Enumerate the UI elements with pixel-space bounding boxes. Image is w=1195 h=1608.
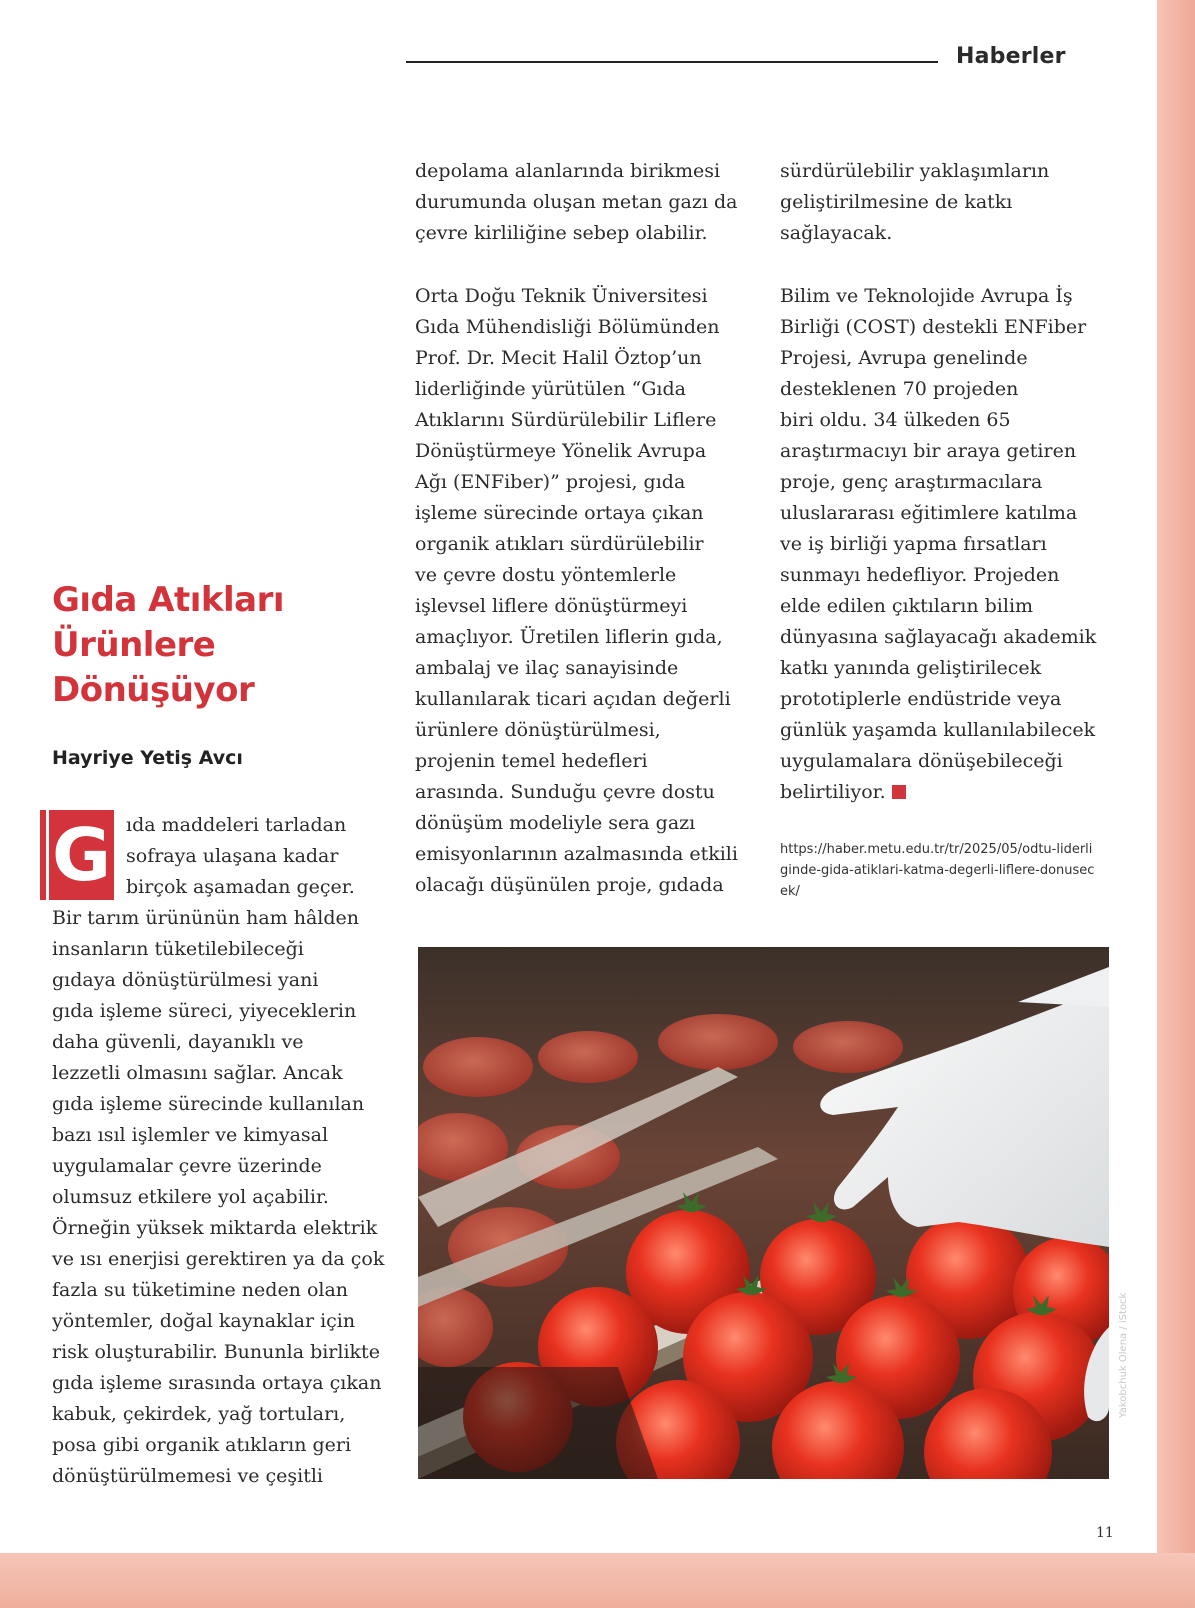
text-line: olacağı düşünülen proje, gıdada bbox=[415, 874, 724, 896]
text-line: liderliğinde yürütülen “Gıda bbox=[415, 378, 686, 400]
text-line: yöntemler, doğal kaynaklar için bbox=[52, 1310, 356, 1332]
text-line: posa gibi organik atıkların geri bbox=[52, 1434, 352, 1456]
text-line: dünyasına sağlayacağı akademik bbox=[780, 626, 1097, 648]
text-line: uluslararası eğitimlere katılma bbox=[780, 502, 1078, 524]
text-line: ürünlere dönüştürülmesi, bbox=[415, 719, 661, 741]
text-line: Örneğin yüksek miktarda elektrik bbox=[52, 1217, 378, 1239]
text-line: proje, genç araştırmacılara bbox=[780, 471, 1043, 493]
title-line: Ürünlere bbox=[52, 625, 216, 665]
article-title bbox=[52, 578, 372, 713]
text-line: işleme sürecinde ortaya çıkan bbox=[415, 502, 704, 524]
header-rule bbox=[406, 61, 938, 63]
text-line: projenin temel hedefleri bbox=[415, 750, 648, 772]
text-line: olumsuz etkilere yol açabilir. bbox=[52, 1186, 329, 1208]
text-line: insanların tüketilebileceği bbox=[52, 938, 304, 960]
text-line: gıda işleme sırasında ortaya çıkan bbox=[52, 1372, 382, 1394]
text-line: risk oluşturabilir. Bununla birlikte bbox=[52, 1341, 380, 1363]
text-line: daha güvenli, dayanıklı ve bbox=[52, 1031, 304, 1053]
text-line: ve iş birliği yapma fırsatları bbox=[780, 533, 1047, 555]
section-label: Haberler bbox=[956, 44, 1066, 69]
text-line: Bir tarım ürününün ham hâlden bbox=[52, 907, 360, 929]
text-line: bazı ısıl işlemler ve kimyasal bbox=[52, 1124, 329, 1146]
text-line: araştırmacıyı bir araya getiren bbox=[780, 440, 1077, 462]
text-line: arasında. Sunduğu çevre dostu bbox=[415, 781, 715, 803]
text-line: gıda işleme sürecinde kullanılan bbox=[52, 1093, 365, 1115]
column-2-paragraph-1 bbox=[415, 156, 755, 249]
title-line: Dönüşüyor bbox=[52, 670, 255, 710]
text-line: depolama alanlarında birikmesi bbox=[415, 160, 721, 182]
text-line: Prof. Dr. Mecit Halil Öztop’un bbox=[415, 347, 702, 369]
text-line: dönüştürülmemesi ve çeşitli bbox=[52, 1465, 324, 1487]
text-line: sunmayı hedefliyor. Projeden bbox=[780, 564, 1060, 586]
drop-cap-bar bbox=[40, 810, 46, 900]
tomato-photo-icon bbox=[418, 947, 1109, 1479]
text-line: Birliği (COST) destekli ENFiber bbox=[780, 316, 1087, 338]
text-line: biri oldu. 34 ülkeden 65 bbox=[780, 409, 1011, 431]
text-line: birçok aşamadan geçer. bbox=[126, 876, 355, 898]
end-mark-icon bbox=[892, 785, 906, 799]
drop-cap-letter: G bbox=[49, 810, 114, 900]
text-line: günlük yaşamda kullanılabilecek bbox=[780, 719, 1096, 741]
text-line: durumunda oluşan metan gazı da bbox=[415, 191, 738, 213]
author-name: Hayriye Yetiş Avcı bbox=[52, 747, 243, 769]
text-line: uygulamalar çevre üzerinde bbox=[52, 1155, 322, 1177]
text-line: işlevsel liflere dönüştürmeyi bbox=[415, 595, 688, 617]
text-line: geliştirilmesine de katkı bbox=[780, 191, 1013, 213]
text-line: çevre kirliliğine sebep olabilir. bbox=[415, 222, 708, 244]
text-line: amaçlıyor. Üretilen liflerin gıda, bbox=[415, 626, 723, 648]
text-line: ıda maddeleri tarladan bbox=[126, 814, 347, 836]
text-line: sağlayacak. bbox=[780, 222, 893, 244]
text-line: desteklenen 70 projeden bbox=[780, 378, 1019, 400]
text-line: Bilim ve Teknolojide Avrupa İş bbox=[780, 285, 1073, 307]
text-line: Atıklarını Sürdürülebilir Liflere bbox=[415, 409, 717, 431]
text-line: Orta Doğu Teknik Üniversitesi bbox=[415, 285, 708, 307]
source-link[interactable]: https://haber.metu.edu.tr/tr/2025/05/odtu-liderliginde-gida-atiklari-katma-degerli-liflere-donusecek/ bbox=[780, 842, 1095, 899]
text-line: gıdaya dönüştürülmesi yani bbox=[52, 969, 319, 991]
page-edge-bottom bbox=[0, 1553, 1195, 1608]
text-line: organik atıkları sürdürülebilir bbox=[415, 533, 704, 555]
title-line: Gıda Atıkları bbox=[52, 580, 285, 620]
text-line: Gıda Mühendisliği Bölümünden bbox=[415, 316, 720, 338]
text-line: gıda işleme süreci, yiyeceklerin bbox=[52, 1000, 357, 1022]
text-line: prototiplerle endüstride veya bbox=[780, 688, 1062, 710]
text-line: katkı yanında geliştirilecek bbox=[780, 657, 1042, 679]
column-3-paragraph-2 bbox=[780, 281, 1120, 808]
text-line: belirtiliyor. bbox=[780, 777, 1120, 808]
text-line: ambalaj ve ilaç sanayisinde bbox=[415, 657, 679, 679]
text-line: sofraya ulaşana kadar bbox=[126, 845, 339, 867]
text-line: ve ısı enerjisi gerektiren ya da çok bbox=[52, 1248, 385, 1270]
text-line: emisyonlarının azalmasında etkili bbox=[415, 843, 738, 865]
page-edge-right bbox=[1157, 0, 1195, 1608]
text-line: ve çevre dostu yöntemlerle bbox=[415, 564, 677, 586]
column-2-paragraph-2 bbox=[415, 281, 755, 901]
text-line: elde edilen çıktıların bilim bbox=[780, 595, 1034, 617]
text-line: Projesi, Avrupa genelinde bbox=[780, 347, 1028, 369]
column-1-body bbox=[52, 903, 392, 1492]
text-line: dönüşüm modeliyle sera gazı bbox=[415, 812, 696, 834]
text-line: kullanılarak ticari açıdan değerli bbox=[415, 688, 731, 710]
page-number: 11 bbox=[1096, 1525, 1114, 1541]
text-line: uygulamalara dönüşebileceği bbox=[780, 750, 1063, 772]
text-line: kabuk, çekirdek, yağ tortuları, bbox=[52, 1403, 346, 1425]
text-line: Dönüştürmeye Yönelik Avrupa bbox=[415, 440, 707, 462]
text-line: Ağı (ENFiber)” projesi, gıda bbox=[415, 471, 686, 493]
column-3-paragraph-1 bbox=[780, 156, 1120, 249]
drop-cap bbox=[40, 810, 114, 900]
photo-credit: Yakobchuk Olena / iStock bbox=[1118, 1292, 1129, 1418]
text-line: lezzetli olmasını sağlar. Ancak bbox=[52, 1062, 343, 1084]
text-line: sürdürülebilir yaklaşımların bbox=[780, 160, 1050, 182]
text-line: fazla su tüketimine neden olan bbox=[52, 1279, 349, 1301]
column-1-intro bbox=[126, 810, 386, 903]
